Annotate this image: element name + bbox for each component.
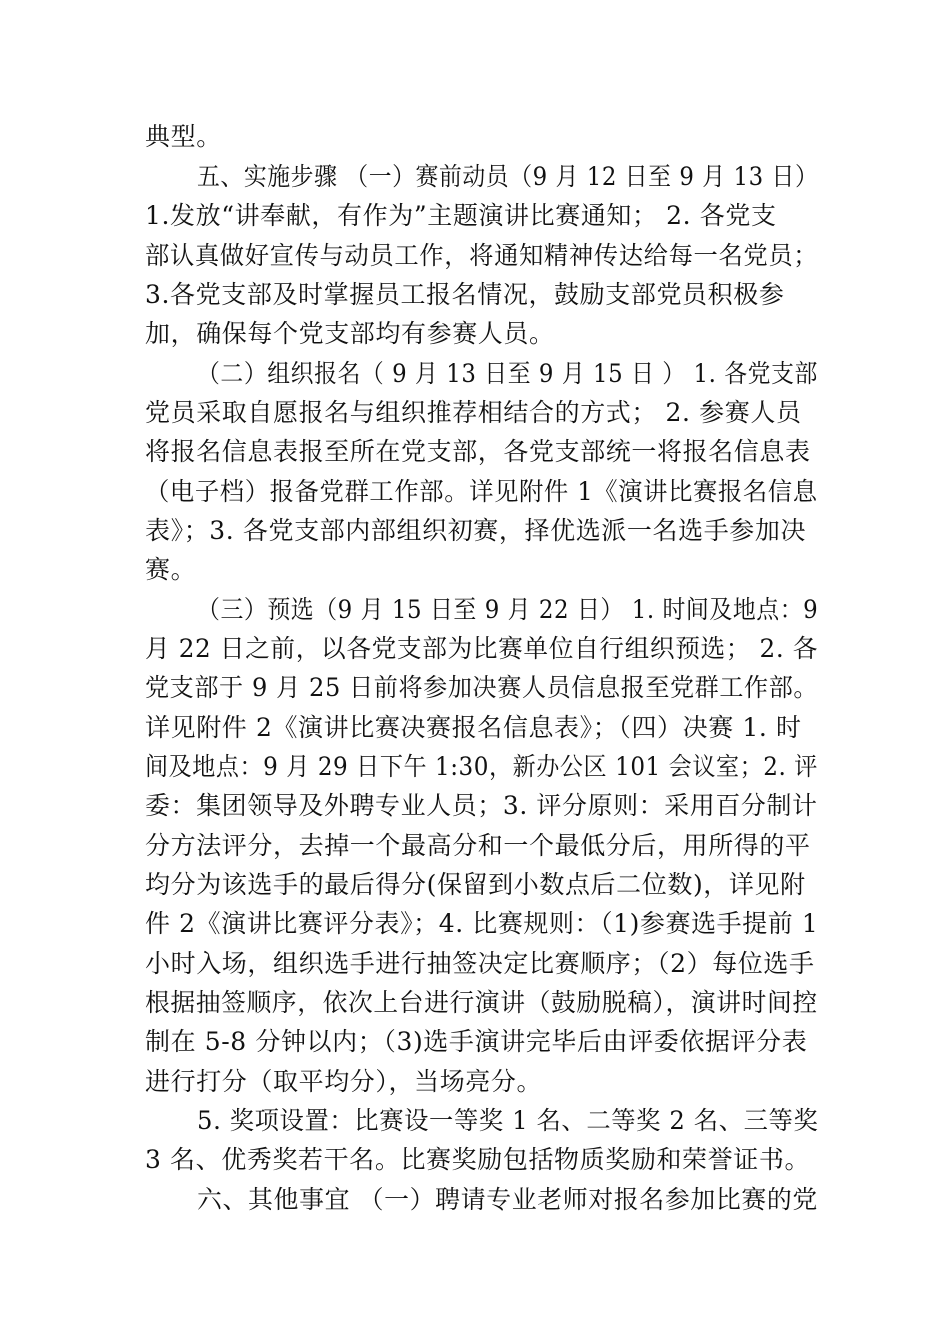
text-line: 委：集团领导及外聘专业人员；3. 评分原则：采用百分制计 (145, 791, 818, 820)
text-line: 1.发放“讲奉献，有作为”主题演讲比赛通知； 2. 各党支 (145, 201, 777, 230)
text-line: 将报名信息表报至所在党支部，各党支部统一将报名信息表 (145, 437, 811, 466)
paragraph-start-line: （三）预选（9 月 15 日至 9 月 22 日） 1. 时间及地点：9 (197, 595, 819, 624)
text-line: 制在 5-8 分钟以内；（3)选手演讲完毕后由评委依据评分表 (145, 1027, 808, 1056)
text-line: 党员采取自愿报名与组织推荐相结合的方式； 2. 参赛人员 (145, 398, 802, 427)
text-line: 分方法评分，去掉一个最高分和一个最低分后，用所得的平 (145, 831, 811, 860)
text-line: 间及地点：9 月 29 日下午 1:30，新办公区 101 会议室；2. 评 (145, 752, 818, 781)
text-line: 均分为该选手的最后得分(保留到小数点后二位数)，详见附 (145, 870, 806, 899)
text-line: 表》；3. 各党支部内部组织初赛，择优选派一名选手参加决 (145, 516, 807, 545)
text-line: 典型。 (145, 122, 222, 151)
text-line: 3.各党支部及时掌握员工报名情况，鼓励支部党员积极参 (145, 280, 785, 309)
text-line: 件 2《演讲比赛评分表》；4. 比赛规则：（1)参赛选手提前 1 (145, 909, 819, 938)
text-line: 详见附件 2《演讲比赛决赛报名信息表》；（四）决赛 1. 时 (145, 713, 802, 742)
text-line: 进行打分（取平均分），当场亮分。 (145, 1067, 543, 1096)
paragraph-start-line: 5. 奖项设置：比赛设一等奖 1 名、二等奖 2 名、三等奖 (197, 1106, 819, 1135)
text-line: 月 22 日之前，以各党支部为比赛单位自行组织预选； 2. 各 (145, 634, 819, 663)
section-heading-line: 五、实施步骤 （一）赛前动员（9 月 12 日至 9 月 13 日） (197, 162, 819, 191)
text-line: 部认真做好宣传与动员工作，将通知精神传达给每一名党员； (145, 241, 819, 270)
text-line: 赛。 (145, 555, 197, 584)
text-line: 党支部于 9 月 25 日前将参加决赛人员信息报至党群工作部。 (145, 673, 819, 702)
text-line: 加，确保每个党支部均有参赛人员。 (145, 319, 555, 348)
text-line: （电子档）报备党群工作部。详见附件 1《演讲比赛报名信息 (145, 477, 818, 506)
text-line: 根据抽签顺序，依次上台进行演讲（鼓励脱稿），演讲时间控 (145, 988, 818, 1017)
section-heading-line: 六、其他事宜 （一）聘请专业老师对报名参加比赛的党 (197, 1185, 818, 1214)
text-line: 小时入场，组织选手进行抽签决定比赛顺序；（2）每位选手 (145, 949, 815, 978)
text-line: 3 名、优秀奖若干名。比赛奖励包括物质奖励和荣誉证书。 (145, 1145, 811, 1174)
paragraph-start-line: （二）组织报名（ 9 月 13 日至 9 月 15 日 ） 1. 各党支部 (197, 359, 818, 388)
